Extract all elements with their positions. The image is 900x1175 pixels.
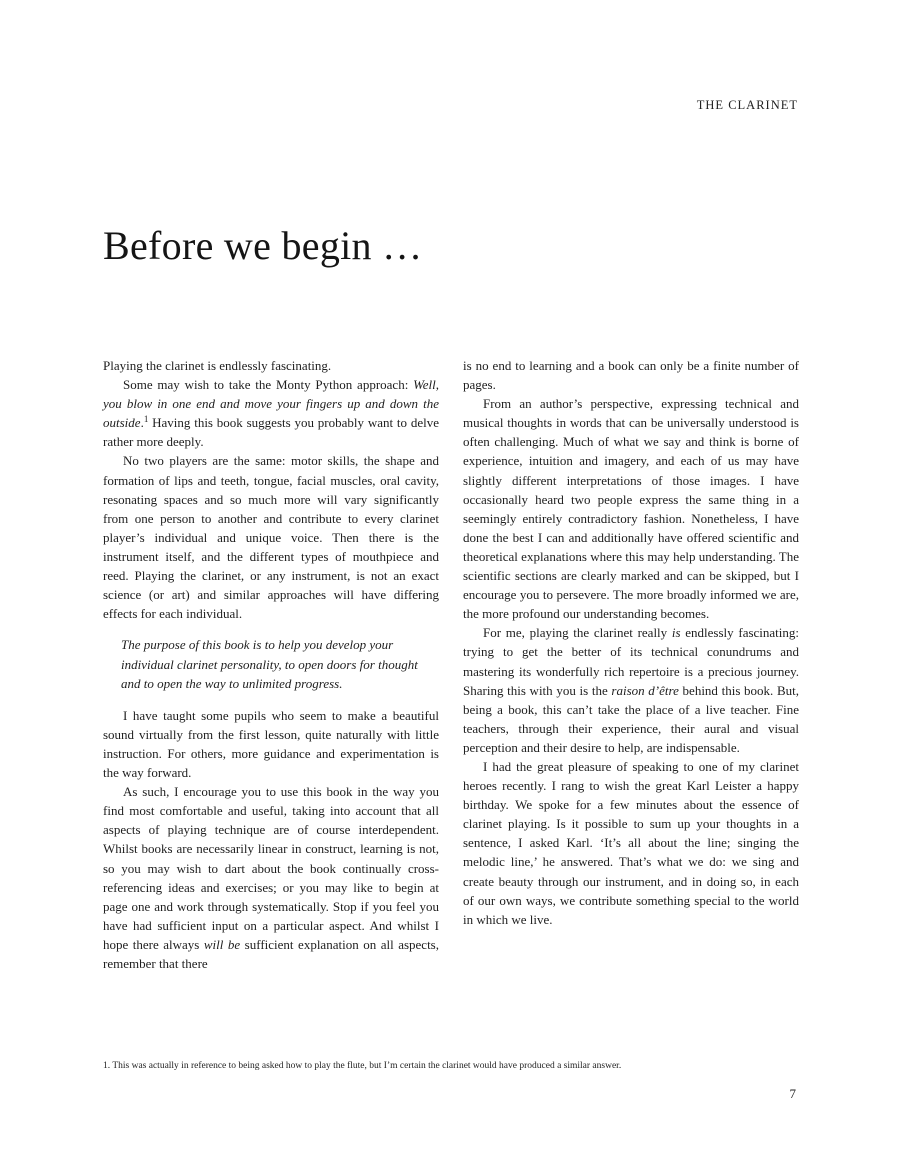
- callout-quote: The purpose of this book is to help you develop your individual clarinet personality, to open doors for thought and to open the way to unlimited progress.: [121, 637, 418, 692]
- paragraph-monty-python: [103, 375, 439, 451]
- text-span: sufficient explanation on all aspects, remember that there: [103, 936, 439, 972]
- text-span: As such, I encourage you to use this book in the way you find most comfortable and useful, taking into account that all aspects of playing technique are of course interdependent. Whilst books are necessarily linear in construct, learning is not, so you may wish to dart about the book continually cross-referencing ideas and exercises; or you may like to begin at page one and work through systematically. Stop if you feel you have had sufficient input on a particular aspect. And whilst I hope there always: [103, 784, 439, 952]
- text-span: Some may wish to take the Monty Python approach:: [123, 377, 414, 393]
- text-span: .: [140, 415, 144, 431]
- page-number: 7: [789, 1086, 796, 1101]
- text-span: endlessly fascinating: trying to get the better of its technical conundrums and mastering its wonderfully rich repertoire is a precious journey. Sharing this with you is the: [463, 625, 800, 698]
- paragraph-author-perspective: From an author’s perspective, expressing technical and musical thoughts in words that can be universally understood is often challenging. Much of what we say and think is borne of experience, intuition and imagery, and each of us may have slightly different interpretations of those images. I have occasionally heard two people express the same thing in a seemingly entirely contradictory fashion. Nonetheless, I have done the best I can and additionally have offered scientific and theoretical explanations where this may help understanding. The scientific sections are clearly marked and can be skipped, but I encourage you to persevere. The more broadly informed we are, the more profound our understanding becomes.: [463, 396, 799, 622]
- paragraph-for-me: [463, 623, 799, 757]
- quote-italic: Well, you blow in one end and move your fingers up and down the outside: [103, 377, 439, 431]
- paragraph-karl-leister: I had the great pleasure of speaking to one of my clarinet heroes recently. I rang to wish the great Karl Leister a happy birthday. We spoke for a few minutes about the essence of clarinet playing. Is it possible to sum up your thoughts in a sentence, I asked Karl. ‘It’s all about the line; singing the melodic line,’ he answered. That’s what we do: we sing and create beauty through our instrument, and in doing so, in each of our own ways, we contribute something special to the world in which we live.: [463, 758, 799, 927]
- footnote-marker: 1: [143, 414, 149, 425]
- paragraph-players: No two players are the same: motor skills, the shape and formation of lips and teeth, tongue, facial muscles, oral cavity, resonating spaces and so much more will vary significantly from one person to another and contribute to every clarinet player’s individual and unique voice. Then there is the instrument itself, and the different types of mouthpiece and reed. Playing the clarinet, or any instrument, is not an exact science (or art) and similar approaches will have differing effects for each individual.: [103, 453, 439, 622]
- text-span: For me, playing the clarinet really: [483, 625, 672, 641]
- emphasis-italic: will be: [203, 936, 241, 952]
- paragraph-pupils: I have taught some pupils who seem to make a beautiful sound virtually from the first lesson, quite naturally with little instruction. For others, more guidance and experimentation is the way forward.: [103, 707, 439, 781]
- text-span: Having this book suggests you probably want to delve rather more deeply.: [103, 415, 439, 450]
- footnote: 1. This was actually in reference to being asked how to play the flute, but I’m certain the clarinet would have produced a similar answer.: [103, 1061, 622, 1071]
- paragraph-intro: Playing the clarinet is endlessly fascinating.: [103, 358, 332, 373]
- paragraph-continuation: is no end to learning and a book can only be a finite number of pages.: [463, 358, 799, 393]
- chapter-title: Before we begin …: [103, 223, 423, 268]
- right-column: [463, 356, 799, 929]
- emphasis-italic: raison d’être: [611, 682, 679, 698]
- running-header: THE CLARINET: [696, 98, 798, 112]
- emphasis-italic: is: [671, 625, 681, 641]
- text-span: behind this book. But, being a book, this can’t take the place of a live teacher. Fine teachers, through their experience, their aural and visual perception and their desire to help, are indispensable.: [463, 682, 799, 755]
- paragraph-how-to-use: [103, 782, 439, 973]
- left-column: [103, 356, 439, 973]
